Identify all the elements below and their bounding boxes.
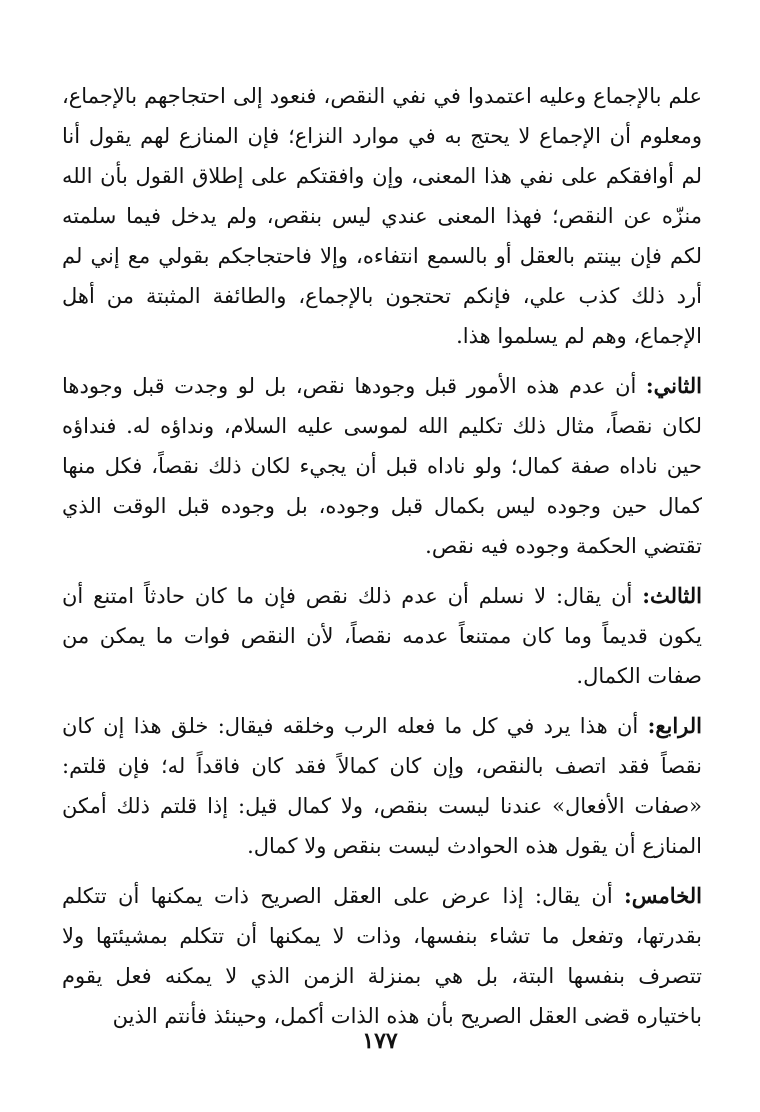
paragraph-3	[62, 576, 702, 696]
paragraph-1-text: علم بالإجماع وعليه اعتمدوا في نفي النقص، فنعود إلى احتجاجهم بالإجماع، ومعلوم أن الإجماع لا يحتج به في موارد النزاع؛ فإن المنازع لهم يقول أنا لم أوافقكم على نفي هذا المعنى، وإن وافقتكم على إطلاق القول بأن الله منزّه عن النقص؛ فهذا المعنى عندي ليس بنقص، ولم يدخل فيما سلمته لكم فإن بينتم بالعقل أو بالسمع انتفاءه، وإلا فاحتجاجكم بقولي مع إني لم أرد ذلك كذب علي، فإنكم تحتجون بالإجماع، والطائفة المثبتة من أهل الإجماع، وهم لم يسلموا هذا.	[62, 84, 702, 348]
paragraph-4-text: أن هذا يرد في كل ما فعله الرب وخلقه فيقال: خلق هذا إن كان نقصاً فقد اتصف بالنقص، وإن كان كمالاً فقد كان فاقداً له؛ فإن قلتم: «صفات الأفعال» عندنا ليست بنقص، ولا كمال قيل: إذا قلتم ذلك أمكن المنازع أن يقول هذه الحوادث ليست بنقص ولا كمال.	[62, 714, 702, 858]
paragraph-3-text: أن يقال: لا نسلم أن عدم ذلك نقص فإن ما كان حادثاً امتنع أن يكون قديماً وما كان ممتنعاً عدمه نقصاً، لأن النقص فوات ما يمكن من صفات الكمال.	[62, 584, 702, 688]
paragraph-5-heading: الخامس:	[624, 883, 702, 908]
paragraph-4	[62, 706, 702, 866]
paragraph-2-text: أن عدم هذه الأمور قبل وجودها نقص، بل لو وجدت قبل وجودها لكان نقصاً، مثال ذلك تكليم الله لموسى عليه السلام، ونداؤه له. فنداؤه حين ناداه صفة كمال؛ ولو ناداه قبل أن يجيء لكان ذلك نقصاً، فكل منها كمال حين وجوده ليس بكمال قبل وجوده، بل وجوده قبل الوقت الذي تقتضي الحكمة وجوده فيه نقص.	[62, 374, 702, 558]
paragraph-2-heading: الثاني:	[645, 373, 702, 398]
paragraph-5	[62, 876, 702, 1036]
paragraph-2	[62, 366, 702, 566]
paragraph-3-heading: الثالث:	[642, 583, 702, 608]
paragraph-4-heading: الرابع:	[647, 713, 702, 738]
page-body	[62, 76, 702, 1036]
paragraph-1	[62, 76, 702, 356]
paragraph-5-text: أن يقال: إذا عرض على العقل الصريح ذات يمكنها أن تتكلم بقدرتها، وتفعل ما تشاء بنفسها، وذات لا يمكنها أن تتكلم بمشيئتها ولا تتصرف بنفسها البتة، بل هي بمنزلة الزمن الذي لا يمكنه فعل يقوم باختياره قضى العقل الصريح بأن هذه الذات أكمل، وحينئذ فأنتم الذين	[62, 884, 702, 1028]
page-number: ١٧٧	[362, 1028, 398, 1054]
